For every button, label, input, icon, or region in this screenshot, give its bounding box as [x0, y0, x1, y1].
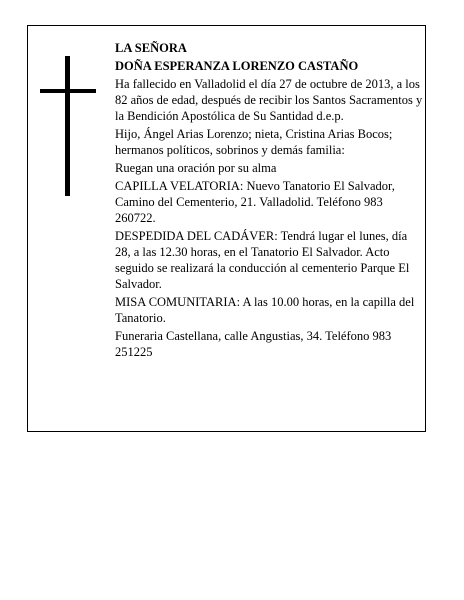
notice-paragraph-farewell: DESPEDIDA DEL CADÁVER: Tendrá lugar el lunes, día 28, a las 12.30 horas, en el Tanatorio El Salvador. Acto seguido se realizará la conducción al cementerio Parque El Salvador. — [115, 229, 410, 291]
notice-paragraph-mass: MISA COMUNITARIA: A las 10.00 horas, en la capilla del Tanatorio. — [115, 295, 415, 325]
notice-text — [115, 40, 423, 362]
notice-title-line2: DOÑA ESPERANZA LORENZO CASTAÑO — [115, 59, 359, 73]
notice-title-line1: LA SEÑORA — [115, 41, 187, 55]
notice-paragraph-death: Ha fallecido en Valladolid el día 27 de octubre de 2013, a los 82 años de edad, después de recibir los Santos Sacramentos y la Bendición Apostólica de Su Santidad d.e.p. — [115, 77, 423, 123]
cross-vertical-bar — [65, 56, 70, 196]
cross-horizontal-bar — [40, 89, 96, 93]
notice-paragraph-wake: CAPILLA VELATORIA: Nuevo Tanatorio El Salvador, Camino del Cementerio, 21. Valladolid. Teléfono 983 260722. — [115, 179, 395, 225]
notice-paragraph-prayer: Ruegan una oración por su alma — [115, 161, 277, 175]
death-notice — [27, 25, 426, 432]
cross-icon — [40, 56, 96, 196]
notice-paragraph-family: Hijo, Ángel Arias Lorenzo; nieta, Cristina Arias Bocos; hermanos políticos, sobrinos y demás familia: — [115, 127, 393, 157]
notice-paragraph-funeral-home: Funeraria Castellana, calle Angustias, 34. Teléfono 983 251225 — [115, 329, 392, 359]
